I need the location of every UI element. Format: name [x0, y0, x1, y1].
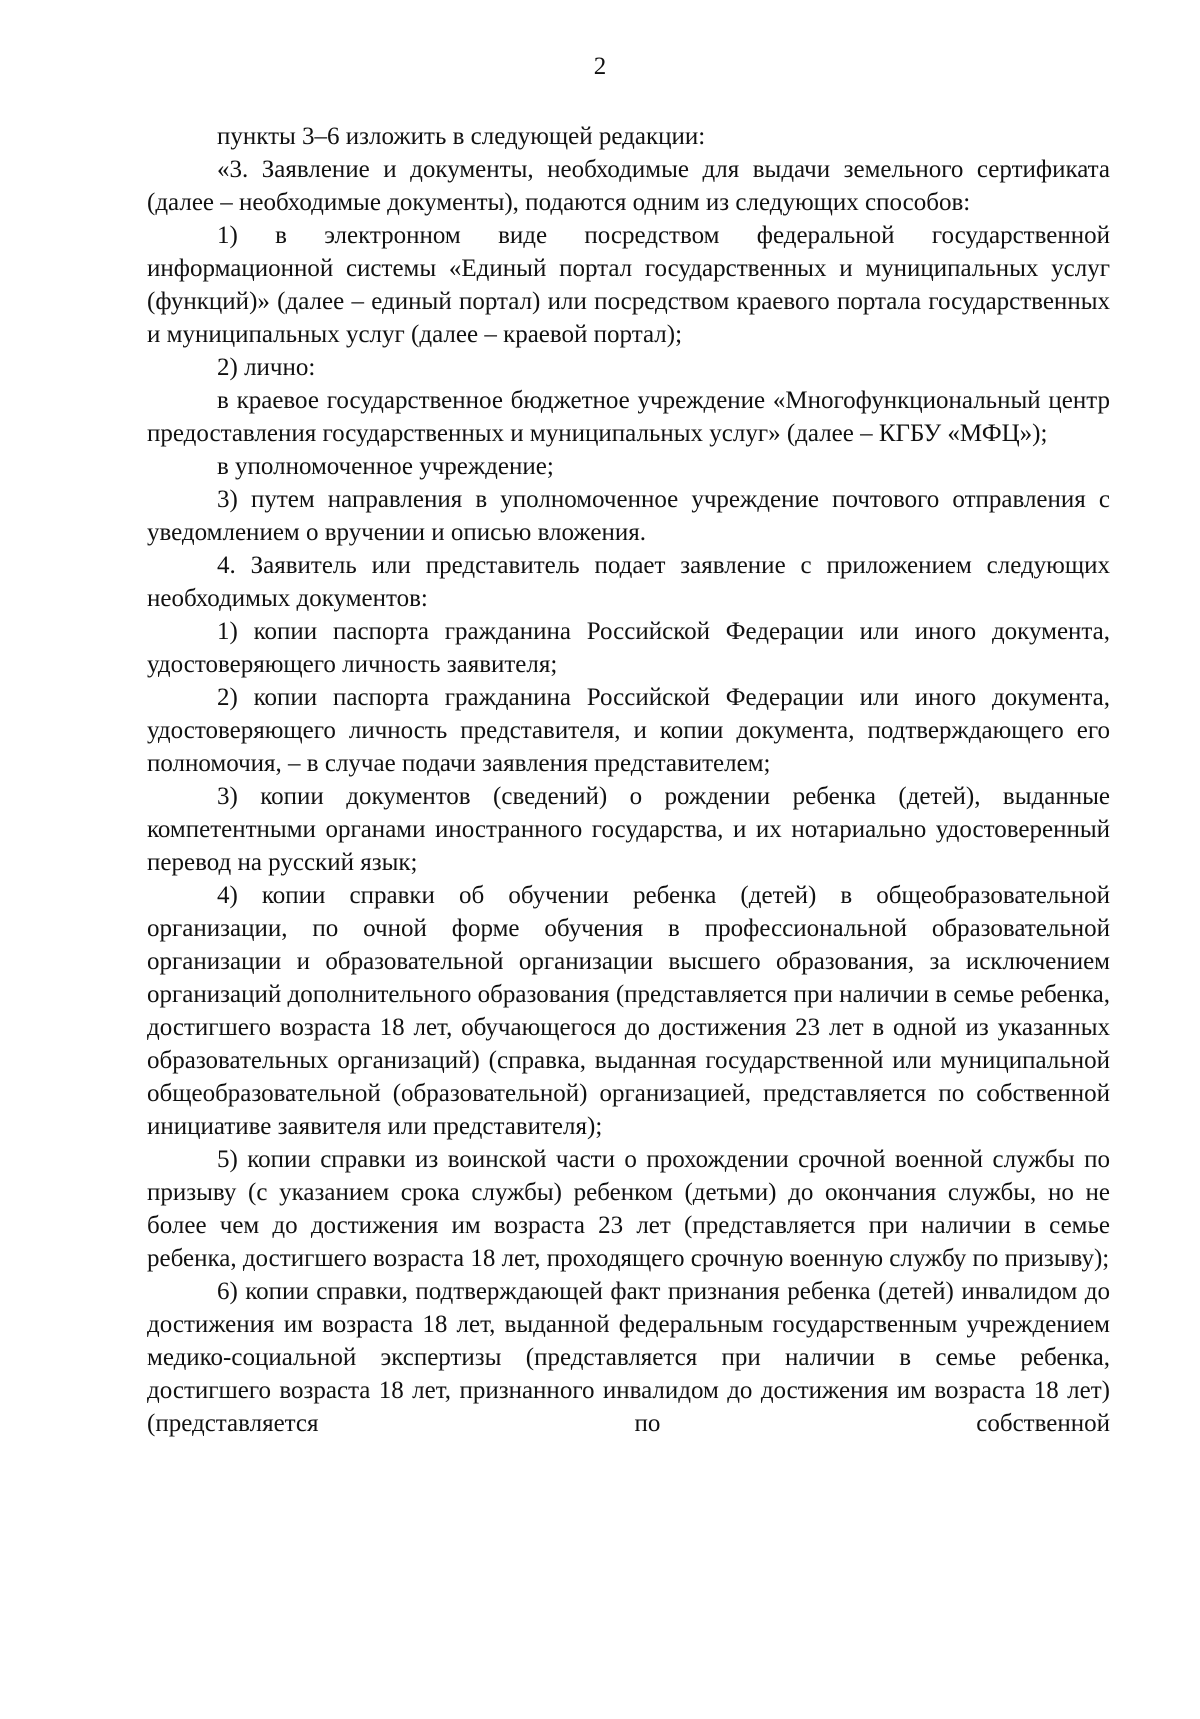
- paragraph-item-3-3: 3) путем направления в уполномоченное учреждение почтового отправления с уведомлением о вручении и описью вложения.: [147, 486, 1110, 546]
- paragraph-item-3-2-mfc: в краевое государственное бюджетное учреждение «Многофункциональный центр предоставления государственных и муниципальных услуг» (далее – КГБУ «МФЦ»);: [147, 387, 1110, 447]
- paragraph-item-4-5: 5) копии справки из воинской части о прохождении срочной военной службы по призыву (с указанием срока службы) ребенком (детьми) до окончания службы, но не более чем до достижения им возраста 23 лет (представляется при наличии в семье ребенка, достигшего возраста 18 лет, проходящего срочную военную службу по призыву);: [147, 1146, 1110, 1272]
- document-body: [147, 120, 1110, 1440]
- paragraph-item-3-1: 1) в электронном виде посредством федеральной государственной информационной системы «Единый портал государственных и муниципальных услуг (функций)» (далее – единый портал) или посредством краевого портала государственных и муниципальных услуг (далее – краевой портал);: [147, 222, 1110, 348]
- page-number: 2: [593, 53, 607, 80]
- paragraph-item-3-2-authorized: в уполномоченное учреждение;: [217, 453, 554, 480]
- paragraph-item-4: 4. Заявитель или представитель подает заявление с приложением следующих необходимых документов:: [147, 552, 1110, 612]
- paragraph-item-3-2: 2) лично:: [217, 354, 316, 381]
- paragraph-item-4-1: 1) копии паспорта гражданина Российской Федерации или иного документа, удостоверяющего личность заявителя;: [147, 618, 1110, 678]
- paragraph-item-4-3: 3) копии документов (сведений) о рождении ребенка (детей), выданные компетентными органами иностранного государства, и их нотариально удостоверенный перевод на русский язык;: [147, 783, 1110, 876]
- paragraph-intro: пункты 3–6 изложить в следующей редакции:: [217, 123, 706, 150]
- paragraph-item-4-6: 6) копии справки, подтверждающей факт признания ребенка (детей) инвалидом до достижения им возраста 18 лет, выданной федеральным государственным учреждением медико-социальной экспертизы (представляется при наличии в семье ребенка, достигшего возраста 18 лет, признанного инвалидом до достижения им возраста 18 лет) (представляется по собственной: [147, 1278, 1110, 1437]
- paragraph-item-3: «3. Заявление и документы, необходимые для выдачи земельного сертификата (далее – необходимые документы), подаются одним из следующих способов:: [147, 156, 1110, 216]
- paragraph-item-4-4: 4) копии справки об обучении ребенка (детей) в общеобразовательной организации, по очной форме обучения в профессиональной образовательной организации и образовательной организации высшего образования, за исключением организаций дополнительного образования (представляется при наличии в семье ребенка, достигшего возраста 18 лет, обучающегося до достижения 23 лет в одной из указанных образовательных организаций) (справка, выданная государственной или муниципальной общеобразовательной (образовательной) организацией, представляется по собственной инициативе заявителя или представителя);: [147, 882, 1110, 1140]
- paragraph-item-4-2: 2) копии паспорта гражданина Российской Федерации или иного документа, удостоверяющего личность представителя, и копии документа, подтверждающего его полномочия, – в случае подачи заявления представителем;: [147, 684, 1110, 777]
